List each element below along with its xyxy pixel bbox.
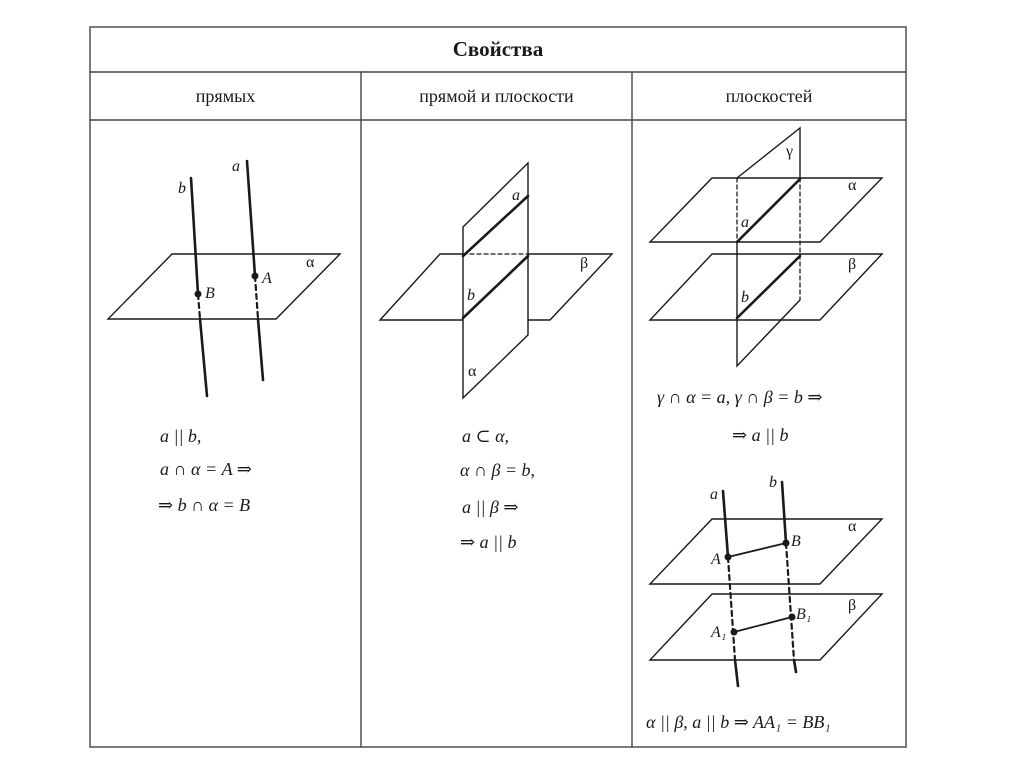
label-gamma: γ [786, 143, 794, 160]
label-B: B [791, 533, 801, 550]
line-b-hidden [786, 543, 794, 660]
table-title: Свойства [452, 37, 544, 61]
column-header-lines: прямых [195, 86, 256, 106]
segment-A1B1 [734, 617, 792, 632]
formula-1: a || b, [160, 426, 202, 446]
line-a-lower [735, 660, 738, 686]
label-beta: β [848, 256, 857, 273]
formula-2: ⇒ a || b [732, 425, 789, 445]
label-A1: A₁ [711, 624, 727, 641]
label-alpha: α [306, 254, 315, 271]
formula-4: ⇒ a || b [460, 532, 517, 552]
line-b-upper [782, 482, 786, 543]
formula-1: γ ∩ α = a, γ ∩ β = b ⇒ [657, 387, 823, 407]
label-alpha: α [468, 363, 477, 380]
formula-3: ⇒ b ∩ α = B [158, 495, 251, 515]
label-alpha: α [848, 177, 857, 194]
point-A [725, 554, 732, 561]
point-A1 [731, 629, 738, 636]
formula-2: a ∩ α = A ⇒ [160, 459, 252, 479]
formula-bottom: α || β, a || b ⇒ AA₁ = BB₁ [646, 712, 831, 732]
label-beta: β [848, 597, 857, 614]
label-b: b [178, 180, 186, 197]
label-B1: B₁ [796, 606, 812, 623]
formula-1: a ⊂ α, [462, 426, 510, 446]
label-b: b [741, 289, 749, 306]
label-b: b [769, 474, 777, 491]
column-header-line-and-plane: прямой и плоскости [419, 86, 574, 106]
label-a: a [512, 187, 520, 204]
label-alpha: α [848, 518, 857, 535]
line-b-lower [794, 660, 796, 672]
label-B: B [205, 285, 215, 302]
label-A: A [711, 551, 721, 568]
segment-AB [728, 543, 786, 557]
line-a-hidden [728, 557, 735, 660]
label-A: A [262, 270, 272, 287]
formula-2: α ∩ β = b, [460, 460, 536, 480]
column-header-planes: плоскостей [725, 86, 813, 106]
point-B [783, 540, 790, 547]
label-a: a [232, 158, 240, 175]
label-a: a [710, 486, 718, 503]
formula-3: a || β ⇒ [462, 497, 519, 517]
label-a: a [741, 214, 749, 231]
point-B1 [789, 614, 796, 621]
label-beta: β [580, 255, 589, 272]
line-a-upper [723, 491, 728, 557]
label-b: b [467, 287, 475, 304]
